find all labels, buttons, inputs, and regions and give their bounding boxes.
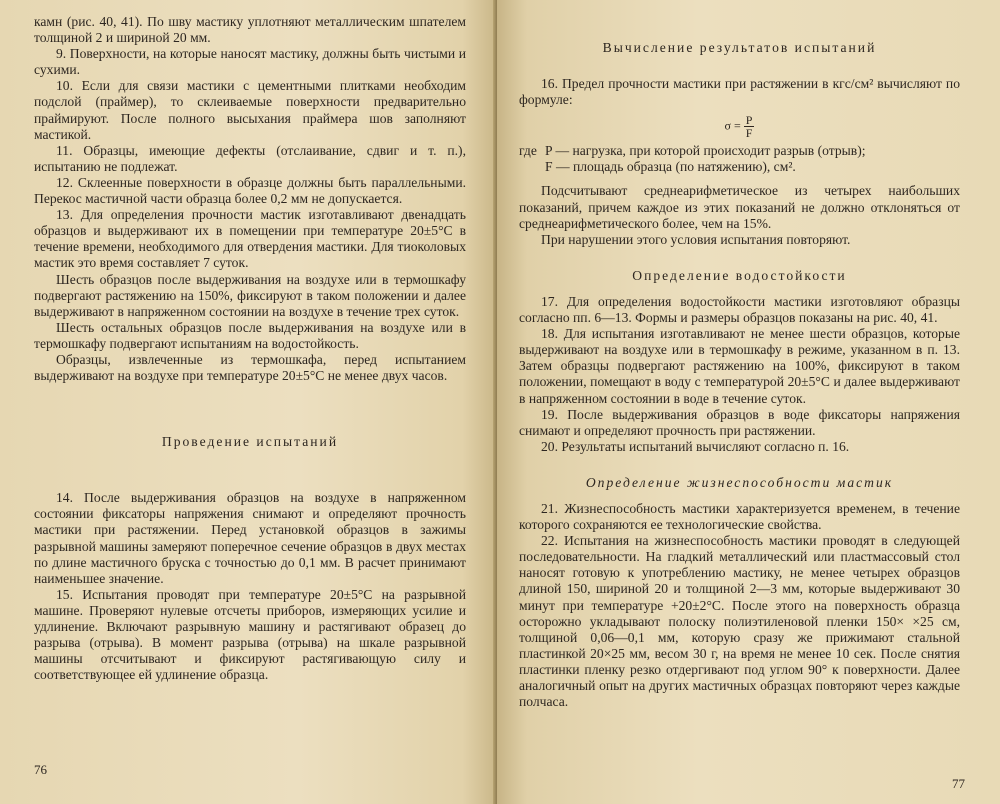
formula-lhs: σ =: [724, 118, 741, 133]
paragraph: 16. Предел прочности мастики при растяжении в кгс/см² вычисляют по формуле:: [519, 76, 960, 108]
paragraph: 22. Испытания на жизнеспособность мастики проводят в следующей последовательности. На гладкий металлический или пластмассовый стол наносят готовую к употреблению мастику, не менее четырех образцов длиной 150, шириной 20 и толщиной 2—3 мм, которые выдерживают 30 минут при температуре +20±2°С. После этого на поверхность образца осторожно укладывают полоску полиэтиленовой пленки 150× ×25 см, толщиной 0,06—0,1 мм, которую сразу же прижимают стальной пластинкой 20×25 мм, весом 30 г, на время не менее 10 сек. После снятия пластинки пленку резко отдергивают под углом 90° к поверхности. Далее аналогичный опыт на других мастичных образцах повторяют через каждые полчаса.: [519, 533, 960, 710]
paragraph: 21. Жизнеспособность мастики характеризуется временем, в течение которого сохраняются ее технологические свойства.: [519, 500, 960, 533]
paragraph: При нарушении этого условия испытания повторяют.: [541, 231, 851, 247]
left-page-text: [34, 14, 466, 683]
where-f: F — площадь образца (по натяжению), см².: [545, 159, 796, 175]
formula: [519, 114, 960, 139]
paragraph: 10. Если для связи мастики с цементными плитками необходим подслой (праймер), то склеиваемые поверхности предварительно праймируют. После полного высыхания праймера шов заполняют мастикой.: [34, 78, 466, 142]
section-heading: Определение водостойкости: [632, 267, 847, 283]
paragraph: 12. Склеенные поверхности в образце должны быть параллельными. Перекос мастичной части образца более 0,2 мм не допускается.: [34, 174, 466, 207]
paragraph: 20. Результаты испытаний вычисляют согласно п. 16.: [541, 438, 850, 454]
left-page: [0, 0, 497, 804]
page-number: 76: [34, 762, 47, 777]
paragraph: Образцы, извлеченные из термошкафа, перед испытанием выдерживают на воздухе при температуре 20±5°С не менее двух часов.: [34, 351, 466, 384]
where-p: P — нагрузка, при которой происходит разрыв (отрыв);: [545, 143, 866, 159]
page-number: 77: [952, 776, 965, 791]
paragraph: 19. После выдерживания образцов в воде фиксаторы напряжения снимают и определяют прочность при растяжении.: [519, 406, 960, 438]
paragraph: 14. После выдерживания образцов на воздухе в напряженном состоянии фиксаторы напряжения снимают и определяют прочность мастики при растяжении. Перед установкой образцов в зажимы разрывной машины замеряют поперечное сечение образцов в двух местах по длине мастичного бруска с точностью до 0,1 мм. В расчет принимают наименьшее значение.: [34, 490, 466, 586]
paragraph: 9. Поверхности, на которые наносят мастику, должны быть чистыми и сухими.: [34, 46, 466, 78]
formula-numerator: P: [745, 113, 753, 128]
section-heading: Проведение испытаний: [161, 434, 339, 450]
paragraph: 15. Испытания проводят при температуре 20±5°С на разрывной машине. Проверяют нулевые отсчеты приборов, измеряющих усилие и удлинение. Включают разрывную машину и растягивают образец до разрыва (отрыва). В момент разрыва (отрыва) на шкале разрывной машины отсчитывают и фиксируют растягивающую силу и соответствующее ей удлинение образца.: [34, 586, 466, 683]
paragraph: 17. Для определения водостойкости мастики изготовляют образцы согласно пп. 6—13. Формы и размеры образцов показаны на рис. 40, 41.: [519, 293, 960, 326]
formula-denominator: F: [745, 126, 753, 141]
paragraph: Шесть остальных образцов после выдерживания на воздухе или в термошкафу подвергают испытаниям на водостойкость.: [34, 319, 466, 351]
paragraph: 13. Для определения прочности мастик изготавливают двенадцать образцов и выдерживают их в помещении при температуре 20±5°С в течение времени, необходимого для отвердения мастики. Для тиоколовых мастик это время составляет 7 суток.: [34, 207, 466, 271]
formula-legend: [519, 143, 960, 175]
section-heading: Вычисление результатов испытаний: [602, 40, 877, 55]
where-word: где: [519, 143, 537, 159]
paragraph: Подсчитывают среднеарифметическое из четырех наибольших показаний, причем каждое из этих показаний не должно отклоняться от среднеарифметического более, чем на 15%.: [519, 183, 960, 231]
right-page-text: [519, 14, 960, 710]
paragraph: 18. Для испытания изготавливают не менее шести образцов, которые выдерживают на воздухе или в термошкафу в режиме, указанном в п. 13. Затем образцы подвергают растяжению на 100%, фиксируют в таком положении, помещают в воду с температурой 20±5°С и далее выдерживают в напряженном состоянии в воде в течение суток.: [519, 326, 960, 406]
paragraph: Шесть образцов после выдерживания на воздухе или в термошкафу подвергают растяжению на 150%, фиксируют в таком положении и далее выдерживают в напряженном состоянии на воздухе в течение трех суток.: [34, 271, 466, 319]
right-page: [497, 0, 1000, 804]
formula-fraction: [744, 114, 755, 139]
section-heading: Определение жизнеспособности мастик: [585, 474, 894, 490]
paragraph: камн (рис. 40, 41). По шву мастику уплотняют металлическим шпателем толщиной 2 и шириной 20 мм.: [34, 14, 466, 46]
paragraph: 11. Образцы, имеющие дефекты (отслаивание, сдвиг и т. п.), испытанию не подлежат.: [34, 142, 466, 174]
